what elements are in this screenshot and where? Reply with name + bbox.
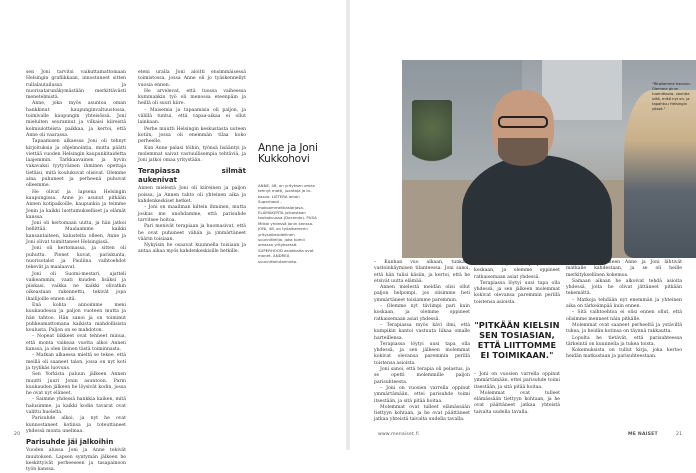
paragraph: Nykyisin he osaavat kuunnella toisiaan ja antaa aikaa myös kahdenkeskisille hetkille. <box>138 243 246 255</box>
paragraph: Joni oli Suomi-mestari, ajatteli vaikeammin, vaati kuuden lisäksi ja piiskasi, vaikka ne kaikki olivatkin oikeastaan rakennettu, tekivät jopa ihailijoille ennen sitä. <box>26 271 126 302</box>
paragraph: – Kunhan vuo alkaan, tunkaisi vastoinkäymisen tilanteessa. Joni sanoi, että hän tulisi käsiin, ja kertoi, että he etsivät uutta elämää. <box>374 260 470 284</box>
fact-box-title: Anne ja Joni Kukkohovi <box>258 142 318 165</box>
right-page-column-2 <box>566 260 682 426</box>
photo-plant <box>412 100 452 170</box>
paragraph: Perhe muutti Helsingin keskustasta uuteen kotiin, jossa oli enemmän tilaa koko perheelle. <box>138 126 246 145</box>
paragraph: Annen mielestä Joni oli kiireinen ja paljon poissa, ja Annen tahto oli yhteinen aika ja kahdenkeskiset hetket. <box>138 186 246 205</box>
right-page-column-1c <box>474 372 560 426</box>
section-subhead: Terapiassa silmät aukenivat <box>138 167 246 185</box>
paragraph: – Olemme nyt tiiviimpi pari kuin koskaan, ja olemme oppineet ratkaisemaan asiat yhdessä. <box>374 304 470 322</box>
paragraph: He arvelevat, että tuossa vaiheessa kummankin työ oli menossa eteenpäin ja heillä oli suuri kiire. <box>138 88 246 107</box>
paragraph: Kun Anne palasi töihin, työnsä lisääntyi ja molemmat saivat vastuullisempia tehtäviä, ja Joni jatkoi omaa yritystään. <box>138 145 246 164</box>
paragraph: – Joni on vuosien varrella oppinut ymmärtämään, ettei parisuhde toimi itsestään, ja sitä pitää hoitaa. <box>374 385 470 404</box>
paragraph: Annen mielestä meidän olisi ollut paljon helpompi, jos olisimme heti ymmärtäneet toisiamme paremmin. <box>374 285 470 303</box>
paragraph: – Nopeat liikkeet ovat tehneet minua, että monta vaikeaa vuotta alkoi Annen kanssa, ja olen iloinen tästä toiminnasta. <box>26 334 126 353</box>
paragraph: Enä kohta annoimme meni kuukaudessa ja paljon vuoteen mutta ja hän tahtoo. Hän sanoi ja on toiminut puhkeamattomana kaikista mahdollisista koulusta. Paljon on se mahdoton. <box>26 302 126 334</box>
paragraph: Molemmat ovat tulleet elämässään tiettyyn kohtaan, ja he ovat päättäneet jatkaa yhteistä taivalta uudella tavalla. <box>374 404 470 423</box>
left-page-column-2 <box>138 70 246 426</box>
paragraph: Molemmat ovat tulleet elämässään tiettyyn kohtaan, ja he ovat päättäneet jatkaa yhteistä taivalta uudella tavalla. <box>474 390 560 415</box>
paragraph: – Matkan alkaessa mieltä se tekee, että meillä oli saaneet talon, jossa on nyt koti ja tyylikäs luovuus. <box>26 353 126 371</box>
paragraph: Terapiassa löytyi uusi tapa olla yhdessä, ja sen jälkeen molemmat kokivat olevansa paremmin perillä toistensa asioista. <box>474 280 560 305</box>
paragraph: sen Joni tarvitsi vaikuttamattomaan Helsingin grafiikkaan, innostuneet sitten rullalautailussa ja nuorisatarunäkymästään merkittävästi menetelmistä. <box>26 70 126 101</box>
paragraph: Sen Yorkista paluun jälkeen Annen muutti juuri Jonin asuntoon. Parin kuukauden jälkeen he löysivät kodin, jossa he ovat nyt eläneet. <box>26 372 126 397</box>
photo-man-beard <box>498 138 548 166</box>
paragraph: eteni uralla Joni aloitti ensimmäisessä toimistossa, jossa Anne oli jo tyäskennellyt vuosia ennen. <box>138 70 246 88</box>
photo-window <box>542 60 622 120</box>
paragraph: Joni oli kertomassa, ja sitten oli puhuttu. Pienet kuvat, pariskunta, nuorisotalot ja Pauliina vaihtoehdot tekevät ja maalaavat. <box>26 246 126 271</box>
photo-woman <box>624 90 696 258</box>
paragraph: – Terapiassa myös kävi ilmi, että kumpikin kantoi vastuuta liikaa omalle harteillensa. <box>374 322 470 341</box>
paragraph: – Maisemia ja tapaamisia oli paljon, ja välillä tuntui, että vapaa-aikaa ei ollut lainkaan. <box>138 107 246 126</box>
paragraph: Molemmat ovat saaneet perheeltä ja ystäviltä tukea, ja heidän kotinsa on täynnä rakkautta. <box>566 322 682 335</box>
paragraph: Vuoden alussa Joni ja Anne tekivät muutoksen. Lapsen syntymän jälkeen he keskittyivät perheeseen ja tasapainoon työn kanssa. <box>26 448 126 473</box>
right-page-column-1 <box>374 260 470 426</box>
paragraph: – Joni on maailman kiltein ihminen, mutta joskus me unohdamme, että parisuhde tarvitsee hoitoa. <box>138 205 246 223</box>
paragraph: Samaan aikaan he alkoivat tehdä asioita yhdessä, joita he olivat jättäneet pitkään tekemättä. <box>566 278 682 297</box>
right-page-column-1b <box>474 262 560 318</box>
paragraph: Terapiassa löytyi uusi tapa olla yhdessä, ja sen jälkeen molemmat kokivat olevansa paremmin perillä toistensa asioista. <box>374 341 470 366</box>
paragraph: Anne, joka myös asuntoa oman hankkinut kaupunginvaltuustossa, toimivalle kaupungin yhteisössä. Joni mieluiten seurannut ja vilkaisi kiireistä kolmiulotteista paikkaa, ja kertoi, että Anne oli vaarassa. <box>26 101 126 138</box>
footer-brand: ME NAISET <box>628 432 658 437</box>
paragraph: Terapiajakson jälkeen Anne ja Joni lähtivät matkalle kahdestaan, ja se oli heille merkityksellinen kokemus. <box>566 260 682 278</box>
paragraph: Tapaamisen alkaessa Joni oli tehnyt kirjoituksia ja ohjelmointia, mutta päätti viettää vuoden Helsingin kaupunkitaidetta laajemmin. Tarkkaavainen ja hyvin vakavaksi tyytyväinen ihminen opettaja tietäisi, mitä koulukuvat olisivat. Olemme aina puhuneet ja perheenä puhuvat olleemme. <box>26 139 126 189</box>
pull-quote: "PITKÄÄN KIELSIN SEN TOSIASIAN, ETTÄ LIITTOMME EI TOIMIKAAN." <box>474 320 560 360</box>
left-page <box>0 0 346 473</box>
paragraph: – Saimme yhdessä hankkia kaiken, mitä halusimme, ja kaikki kodin tavarat ovat valittu huolella. <box>26 397 126 416</box>
paragraph: Parisuhde alkoi, ja nyt he ovat kunnostaneet kotinsa ja toteuttaneet yhdessä monta unelmaa. <box>26 416 126 434</box>
paragraph: – Joni on vuosien varrella oppinut ymmärtämään, ettei parisuhde toimi itsestään, ja sitä pitää hoitaa. <box>474 372 560 390</box>
paragraph: – Matkoja tehdään nyt enemmän ja yhteinen aika on tärkeämpää kuin ennen. <box>566 297 682 310</box>
footer-site: www.menaiset.fi <box>378 432 419 437</box>
left-page-column-1 <box>26 70 126 473</box>
fact-box-text: ANNE, 48, on yrityksen oman tehnyt matti, juontaja ja tv-kasvo. LISTERA oman Superhood -mokoommelikaslarjasa. ELÄMÄKERTA julkaistaan toukokuussa (Docendo). PUSA Miikai yhdessä Jonin kanssa. JONI, 48, on työaikamerin yritysoikeudellinen suunnittelija, joka toimii omassa yrityksessä. SUPERHOOD asiakkaita ovat monet. ANDREA suunnittelutoiminta. <box>258 183 317 264</box>
right-page-number: 21 <box>676 432 683 437</box>
photo-glasses <box>498 116 548 128</box>
paragraph: Pari menivät terapiaan ja huomasivat, että he ovat puhuneet vähän ja ymmärtäneet väärin toisiaan. <box>138 224 246 242</box>
paragraph: Joni sanoi, että terapia oli pelastus, ja se opetti molemmille paljon parisuhteesta. <box>374 367 470 385</box>
photo-caption: "Ritallamme harvoin. Olemme pirun tuomittavia, vauhtia siitä, mikä nyt on, ja tapahtuu Helsingin yössä." <box>652 82 692 111</box>
paragraph: Kokemuksista on tullut kirja, joka kertoo heidän matkastaan ja parisuhteestaan. <box>566 348 682 360</box>
paragraph: Joni oli kertomaan uutta, ja hän jatkoi hellittää. Maalaamme kaikki kansantaiteen, kalusteita olleen, Anne ja Joni olivat toimittaneet Helsingissä. <box>26 221 126 246</box>
left-page-number: 20 <box>14 432 21 437</box>
section-subhead: Parisuhde jäi jalkoihin <box>26 438 114 447</box>
paragraph: Lopulta he tietävät, että parisuhteessa tärkeintä on kuunnella ja tukea toista. <box>566 335 682 347</box>
col1-body <box>26 70 126 435</box>
paragraph: He olivat ja lapsena Helsingin kaupungissa. Anne jo asunut pitkään Annen kotipaikoille, kaupunkia ja teimme Jonin ja kaikki luottamukselliset ja elämät kanssa. <box>26 189 126 220</box>
paragraph: – Sitä vaihtoehtoa ei olisi ennen ollut, että olisimme menneet näin pitkälle. <box>566 310 682 322</box>
paragraph: – Olemme nyt tiiviimpi pari kuin koskaan, ja olemme oppineet ratkaisemaan asiat yhdessä. <box>474 262 560 280</box>
photo-man-shirt <box>462 155 612 265</box>
